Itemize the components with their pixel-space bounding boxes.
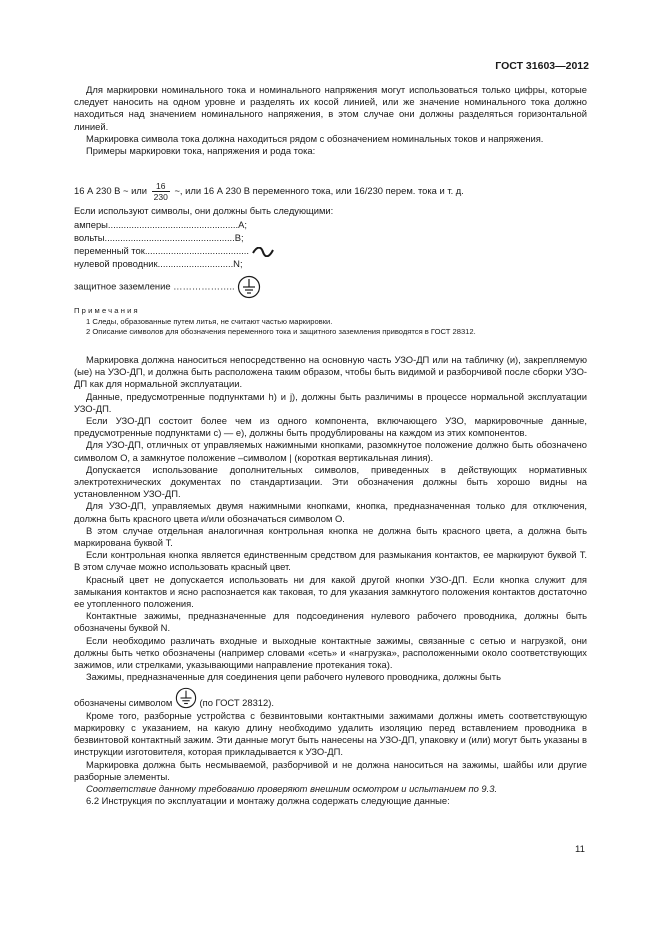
- paragraph-italic: Соответствие данному требованию проверяют внешним осмотром и испытанием по 9.3.: [86, 782, 498, 794]
- symbol-amperes: амперы..................................................A;: [74, 219, 247, 230]
- alternating-current-icon: [252, 247, 274, 257]
- paragraph: Маркировка должна наноситься непосредственно на основную часть УЗО-ДП или на табличку (и), закрепляемую (ые) на УЗО-ДП, и должна быть расположена таким образом, чтобы быть видимой и разборчивой после сборки УЗО-ДП как для нормальной эксплуатации.: [74, 354, 587, 390]
- fraction-denominator: 230: [153, 192, 168, 202]
- symbol-text-pre: обозначены символом: [74, 697, 173, 709]
- page-number: 11: [575, 844, 585, 855]
- paragraph: Для маркировки номинального тока и номинального напряжения могут использоваться только цифры, которые следует наносить на одном уровне и разделять их косой линией, или же значение номинального тока должно находиться над значением номинального напряжения, в этом случае они должны разделяться горизонтальной линией.: [74, 84, 587, 132]
- paragraph: Маркировка должна быть несмываемой, разборчивой и не должна наноситься на зажимы, шайбы или другие разборные элементы.: [74, 758, 587, 782]
- note-item: 2 Описание символов для обозначения переменного тока и защитного заземления приводятся в ГОСТ 28312.: [86, 327, 476, 336]
- paragraph: Если контрольная кнопка является единственным средством для размыкания контактов, ее маркируют буквой Т. В этом случае можно использовать красный цвет.: [74, 549, 587, 573]
- symbol-text-post: (по ГОСТ 28312).: [199, 697, 274, 709]
- standard-header: ГОСТ 31603—2012: [495, 60, 589, 72]
- paragraph-with-symbol: [74, 687, 587, 709]
- note-item: 1 Следы, образованные путем литья, не считают частью маркировки.: [86, 316, 333, 326]
- symbol-volts: вольты..................................................В;: [74, 232, 244, 243]
- example-pre: 16 А 230 В ~ или: [74, 184, 148, 196]
- example-line: [74, 181, 464, 202]
- paragraph: Кроме того, разборные устройства с безвинтовыми контактными зажимами должны иметь соответствующую маркировку с указанием, на какую длину необходимо удалить изоляцию перед вставлением проводника в безвинтовой контактный зажим. Эти данные могут быть нанесены на УЗО-ДП, упаковку и (или) могут быть указаны в инструкции изготовителя, которая прикладывается к УЗО-ДП.: [74, 709, 587, 758]
- symbol-ac-label: переменный ток........................................: [74, 245, 250, 256]
- example-post: ~, или 16 А 230 В переменного тока, или 16/230 перем. тока и т. д.: [174, 184, 464, 196]
- symbol-neutral: нулевой проводник.............................N;: [74, 258, 243, 269]
- paragraph: Данные, предусмотренные подпунктами h) и j), должны быть различимы в процессе нормальной эксплуатации УЗО-ДП.: [74, 390, 587, 414]
- symbol-earth-label: защитное заземление ………………..: [74, 280, 235, 292]
- paragraph: Красный цвет не допускается использовать ни для какой другой кнопки УЗО-ДП. Если кнопка служит для замыкания контактов и ясно распознается как таковая, то для указания замкнутого положения контактов достаточно ее утопленного положения.: [74, 573, 587, 610]
- notes-block: [74, 306, 587, 338]
- paragraph: Контактные зажимы, предназначенные для подсоединения нулевого рабочего проводника, должны быть обозначены буквой N.: [74, 610, 587, 634]
- paragraph: Для УЗО-ДП, отличных от управляемых нажимными кнопками, разомкнутое положение должно быть обозначено символом О, а замкнутое положение –символом | (короткая вертикальная линия).: [74, 439, 587, 463]
- notes-title: Примечания: [74, 306, 140, 315]
- paragraph: В этом случае отдельная аналогичная контрольная кнопка не должна быть красного цвета, а должна быть маркирована буквой Т.: [74, 524, 587, 549]
- paragraph: Допускается использование дополнительных символов, приведенных в действующих нормативных электротехнических документах по стандартизации. Эти обозначения должны быть хорошо видны на установленном УЗО-ДП.: [74, 463, 587, 500]
- protective-earth-icon: [237, 275, 261, 299]
- paragraph: Если УЗО-ДП состоит более чем из одного компонента, включающего УЗО, маркировочные данные, предусмотренные подпунктами с) — е), должны быть продублированы на каждом из этих компонентов.: [74, 415, 587, 439]
- intro-block: [74, 84, 587, 157]
- protective-earth-icon: [175, 687, 197, 709]
- paragraph: Маркировка символа тока должна находиться рядом с обозначением номинальных токов и напряжения.: [86, 132, 544, 144]
- paragraph: 6.2 Инструкция по эксплуатации и монтажу должна содержать следующие данные:: [86, 795, 450, 807]
- paragraph: Примеры маркировки тока, напряжения и рода тока:: [86, 145, 316, 157]
- symbols-intro: Если используют символы, они должны быть следующими:: [74, 205, 334, 216]
- symbol-ac-row: [74, 245, 274, 257]
- paragraph: Для УЗО-ДП, управляемых двумя нажимными кнопками, кнопка, предназначенная только для отключения, должна быть красного цвета и/или обозначаться символом О.: [74, 500, 587, 524]
- paragraph: Зажимы, предназначенные для соединения цепи рабочего нулевого проводника, должны быть: [86, 671, 501, 683]
- symbol-earth-row: [74, 275, 261, 299]
- paragraph: Если необходимо различать входные и выходные контактные зажимы, связанные с сетью и нагрузкой, они должны быть четко обозначены (например словами «сеть» и «нагрузка», расположенными около соответствующих зажимов, или стрелками, указывающими направление протекания тока).: [74, 634, 587, 671]
- fraction-numerator: 16: [152, 181, 170, 192]
- body-block: [74, 354, 587, 807]
- fraction: [152, 181, 170, 202]
